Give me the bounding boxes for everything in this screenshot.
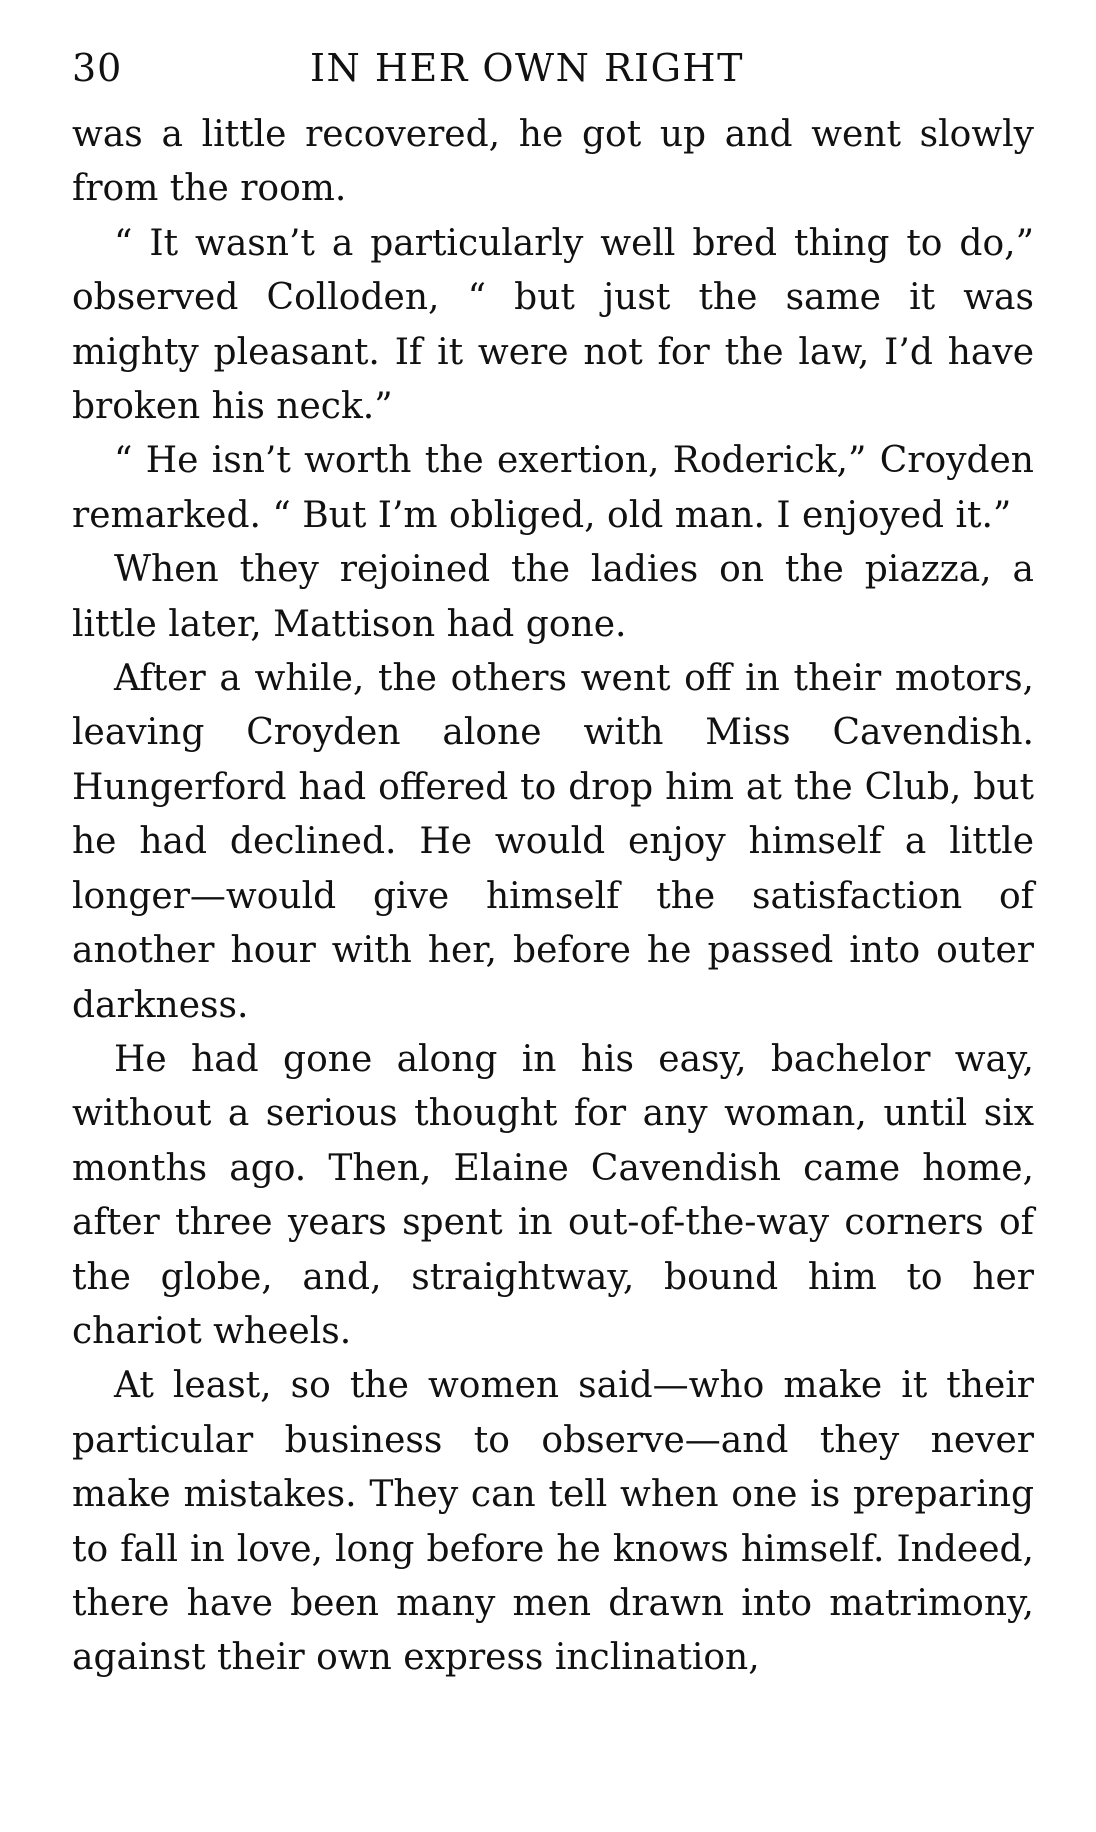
paragraph-7: At least, so the women said—who make it their particular business to observe—and they never make mistakes. They can tell when one is preparing to fall in love, long before he knows himself. Indeed, there have been many men drawn into matrimony, against their own express inclination, — [72, 1365, 1034, 1679]
paragraph-5: After a while, the others went off in their motors, leaving Croyden alone with Miss Cavendish. Hungerford had offered to drop him at the Club, but he had declined. He would enjoy himself a little longer—would give himself the satisfaction of another hour with her, before he passed into outer darkness. — [72, 658, 1034, 1026]
paragraph-3: “ He isn’t worth the exertion, Roderick,” Croyden remarked. “ But I’m obliged, old man. I enjoyed it.” — [72, 440, 1034, 536]
paragraph-4: When they rejoined the ladies on the piazza, a little later, Mattison had gone. — [72, 549, 1034, 645]
running-head — [72, 40, 1034, 96]
paragraph-1: was a little recovered, he got up and went slowly from the room. — [72, 114, 1034, 210]
running-title: IN HER OWN RIGHT — [310, 46, 744, 90]
book-page — [72, 40, 1034, 1686]
paragraph-6: He had gone along in his easy, bachelor way, without a serious thought for any woman, until six months ago. Then, Elaine Cavendish came home, after three years spent in out-of-the-way corners of the globe, and, straightway, bound him to her chariot wheels. — [72, 1038, 1034, 1352]
body-text — [72, 108, 1034, 1686]
paragraph-2: “ It wasn’t a particularly well bred thing to do,” observed Colloden, “ but just the same it was mighty pleasant. If it were not for the law, I’d have broken his neck.” — [72, 222, 1034, 428]
page-number: 30 — [72, 46, 123, 90]
